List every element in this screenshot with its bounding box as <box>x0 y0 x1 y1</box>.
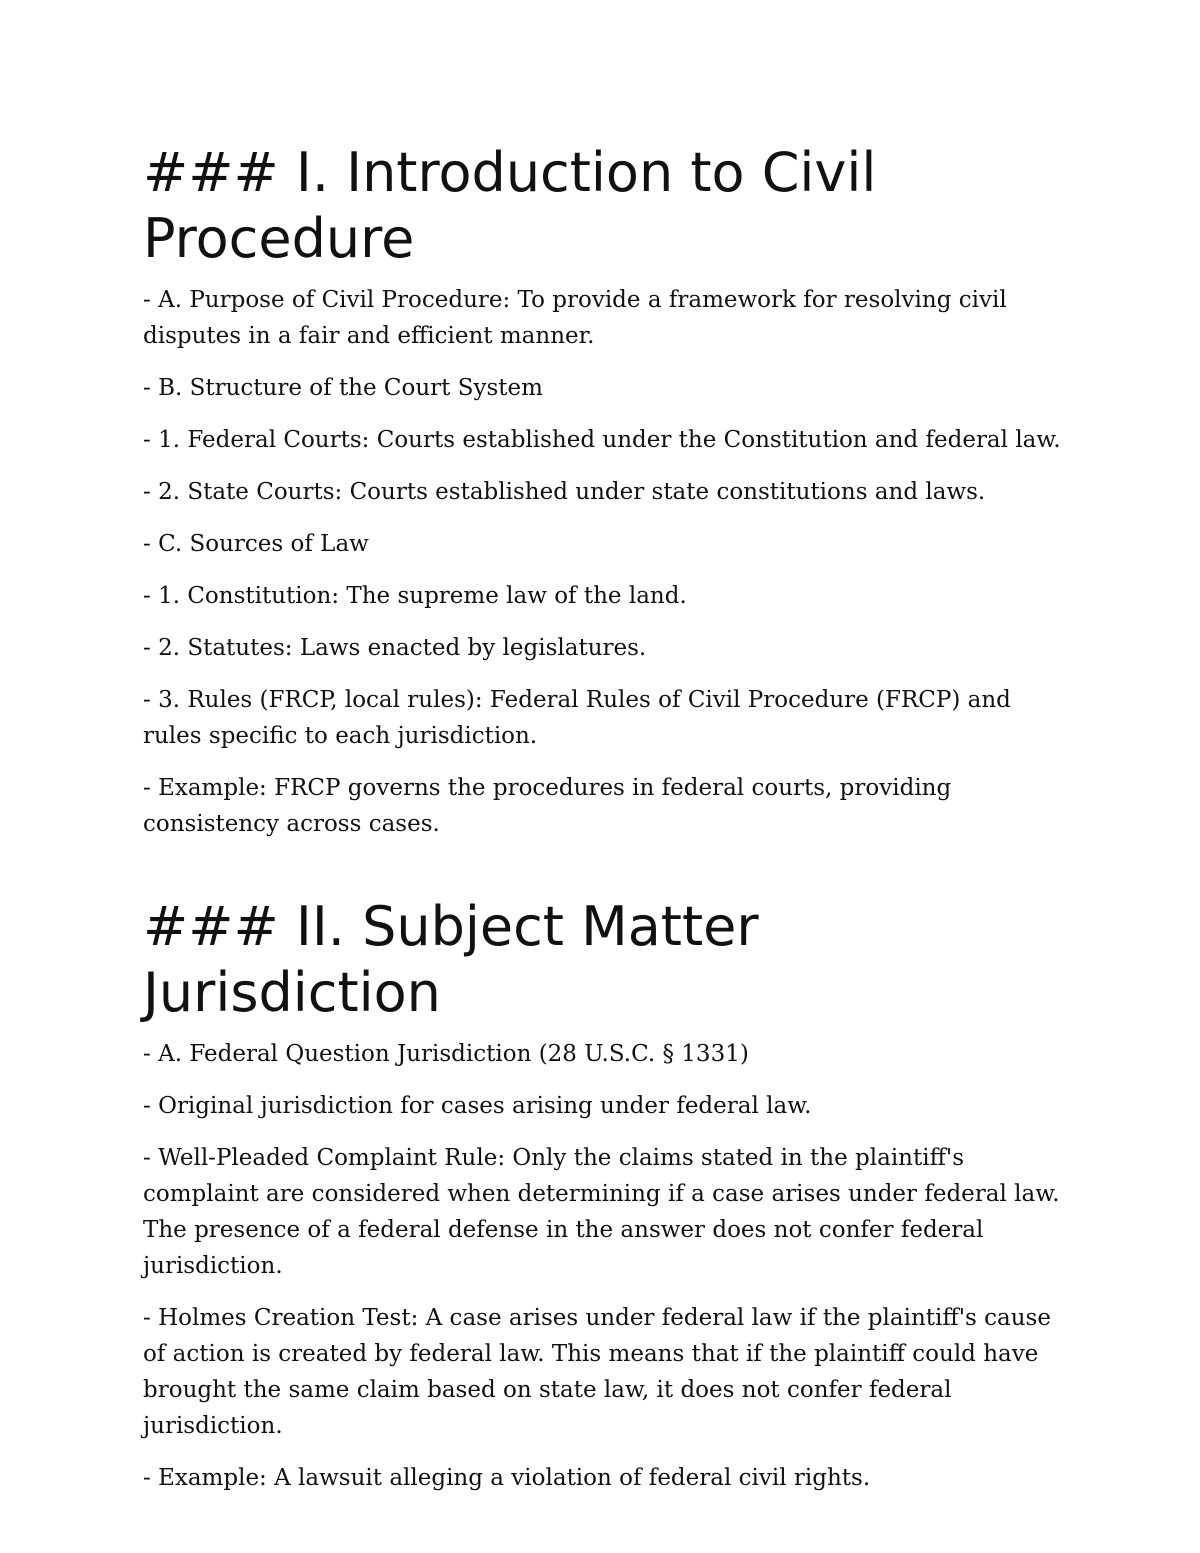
paragraph: - Well-Pleaded Complaint Rule: Only the claims stated in the plaintiff's complaint are considered when determining if a case arises under federal law. The presence of a federal defense in the answer does not confer federal jurisdiction. <box>143 1145 1060 1279</box>
paragraph: - Example: A lawsuit alleging a violation of federal civil rights. <box>143 1465 871 1491</box>
paragraph: - 2. Statutes: Laws enacted by legislatures. <box>143 635 647 661</box>
section-introduction <box>143 140 1068 842</box>
section-heading: ### I. Introduction to Civil Procedure <box>143 141 877 270</box>
paragraph: - Original jurisdiction for cases arising under federal law. <box>143 1093 812 1119</box>
paragraph: - 2. State Courts: Courts established under state constitutions and laws. <box>143 479 986 505</box>
paragraph: - 3. Rules (FRCP, local rules): Federal Rules of Civil Procedure (FRCP) and rules specific to each jurisdiction. <box>143 687 1011 749</box>
paragraph: - A. Federal Question Jurisdiction (28 U.S.C. § 1331) <box>143 1041 749 1067</box>
section-heading: ### II. Subject Matter Jurisdiction <box>143 895 759 1024</box>
paragraph: - C. Sources of Law <box>143 531 369 557</box>
section-subject-matter-jurisdiction <box>143 894 1068 1496</box>
paragraph: - A. Purpose of Civil Procedure: To provide a framework for resolving civil disputes in a fair and efficient manner. <box>143 287 1007 349</box>
document-body <box>143 140 1068 1512</box>
paragraph: - Example: FRCP governs the procedures in federal courts, providing consistency across cases. <box>143 775 952 837</box>
paragraph: - B. Structure of the Court System <box>143 375 543 401</box>
paragraph: - Holmes Creation Test: A case arises under federal law if the plaintiff's cause of action is created by federal law. This means that if the plaintiff could have brought the same claim based on state law, it does not confer federal jurisdiction. <box>143 1305 1051 1439</box>
paragraph: - 1. Constitution: The supreme law of the land. <box>143 583 687 609</box>
paragraph: - 1. Federal Courts: Courts established under the Constitution and federal law. <box>143 427 1061 453</box>
